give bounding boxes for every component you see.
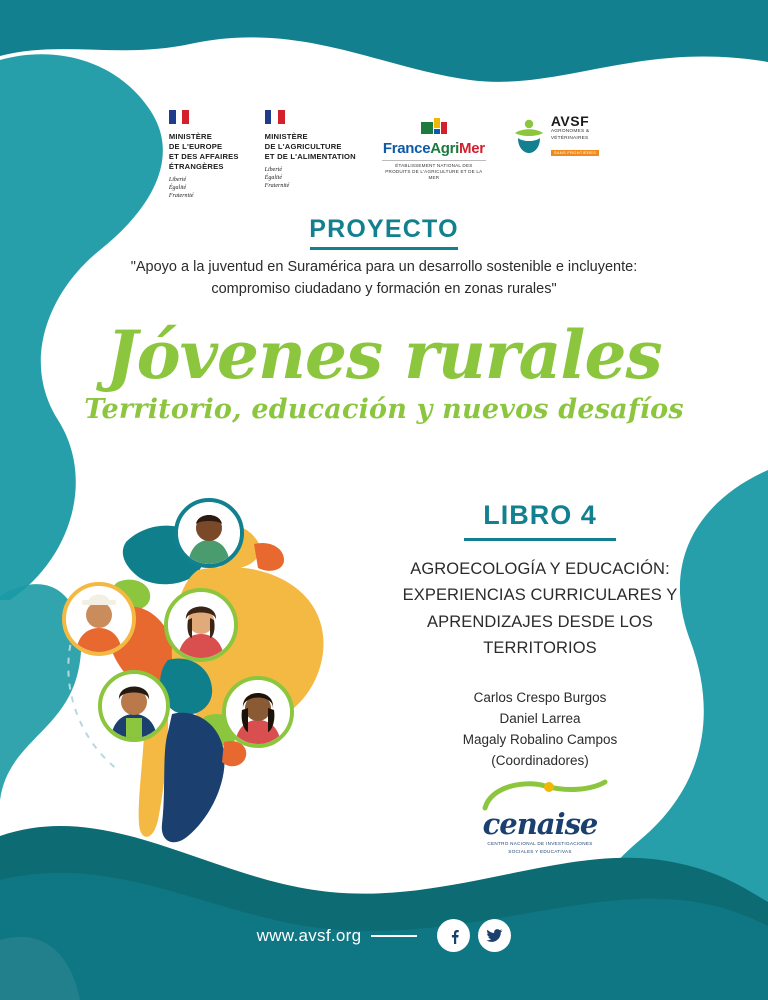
logo-cenaise — [370, 778, 710, 855]
website-url[interactable]: www.avsf.org — [256, 925, 362, 945]
motto-line: Liberté — [264, 167, 283, 174]
logo-ministere-europe — [169, 110, 239, 200]
logo-line: MINISTÈRE — [264, 132, 308, 141]
project-label: PROYECTO — [309, 215, 459, 243]
funder-logos — [0, 110, 768, 200]
avatar-peru — [62, 582, 136, 656]
page-subtitle: Territorio, educación y nuevos desafíos — [84, 394, 684, 425]
logo-avsf — [512, 114, 599, 158]
brand-part: Agri — [430, 140, 460, 157]
avsf-subtitle-line: VÉTÉRINAIRES — [550, 136, 589, 142]
book-number-underline — [370, 538, 710, 541]
portrait-icon — [178, 502, 240, 564]
cover-title-block — [0, 316, 768, 425]
avatar-brazil — [164, 588, 238, 662]
logo-line: ET DE L'ALIMENTATION — [264, 152, 356, 162]
portrait-icon — [226, 680, 290, 744]
twitter-glyph — [486, 927, 503, 944]
page-title: Jóvenes rurales — [106, 316, 662, 394]
book-number: LIBRO 4 — [483, 500, 597, 530]
project-label-underline — [310, 247, 458, 250]
logo-line: DE L'EUROPE — [168, 142, 223, 152]
twitter-icon[interactable] — [478, 919, 511, 952]
avatar-bolivia — [98, 670, 170, 742]
brand-part: France — [382, 140, 431, 157]
logo-subtitle: ÉTABLISSEMENT NATIONAL DES PRODUITS DE L'AGRICULTURE ET DE LA MER — [382, 160, 486, 181]
author-list — [370, 688, 710, 772]
logo-line: ÉTRANGÈRES — [168, 162, 224, 172]
project-description: "Apoyo a la juventud en Suramérica para un desarrollo sostenible e incluyente: compromiso ciudadano y formación en zonas rurales" — [130, 259, 638, 298]
avsf-acronym: AVSF — [550, 113, 590, 129]
author-name: Magaly Robalino Campos — [462, 731, 618, 747]
motto-line: Liberté — [168, 177, 187, 184]
facebook-glyph — [446, 928, 462, 944]
author-name: Daniel Larrea — [499, 710, 581, 726]
motto-line: Égalité — [168, 185, 187, 192]
facebook-icon[interactable] — [437, 919, 470, 952]
publisher-name: cenaise — [482, 807, 598, 841]
footer — [0, 919, 768, 952]
logo-franceagrimer — [382, 118, 486, 181]
author-role: (Coordinadores) — [491, 752, 589, 768]
avsf-subtitle-line: AGRONOMES & — [550, 129, 590, 134]
book-title: AGROECOLOGÍA Y EDUCACIÓN: EXPERIENCIAS CURRICULARES Y APRENDIZAJES DESDE LOS TERRITORIOS — [402, 560, 678, 658]
french-flag-icon — [265, 110, 285, 124]
avsf-tagline: SANS FRONTIÈRES — [551, 150, 599, 156]
logo-line: DE L'AGRICULTURE — [264, 142, 342, 152]
franceagrimer-mark-icon — [421, 118, 447, 138]
avatar-argentina — [222, 676, 294, 748]
footer-divider — [371, 935, 417, 937]
motto-line: Fraternité — [168, 193, 194, 200]
portrait-icon — [102, 674, 166, 738]
avsf-mark-icon — [512, 118, 546, 154]
avatar-venezuela — [174, 498, 244, 568]
logo-ministere-agriculture — [265, 110, 356, 190]
logo-line: ET DES AFFAIRES — [168, 152, 239, 162]
publisher-subtitle-line: CENTRO NACIONAL DE INVESTIGACIONES — [487, 841, 593, 846]
motto-line: Égalité — [264, 175, 283, 182]
french-flag-icon — [169, 110, 189, 124]
portrait-icon — [168, 592, 234, 658]
publisher-subtitle-line: SOCIALES Y EDUCATIVAS — [508, 849, 572, 855]
motto-line: Fraternité — [264, 183, 290, 190]
portrait-icon — [66, 586, 132, 652]
author-name: Carlos Crespo Burgos — [473, 690, 607, 705]
brand-part: Mer — [459, 140, 485, 157]
south-america-map-illustration — [48, 490, 368, 860]
logo-line: MINISTÈRE — [168, 132, 213, 141]
